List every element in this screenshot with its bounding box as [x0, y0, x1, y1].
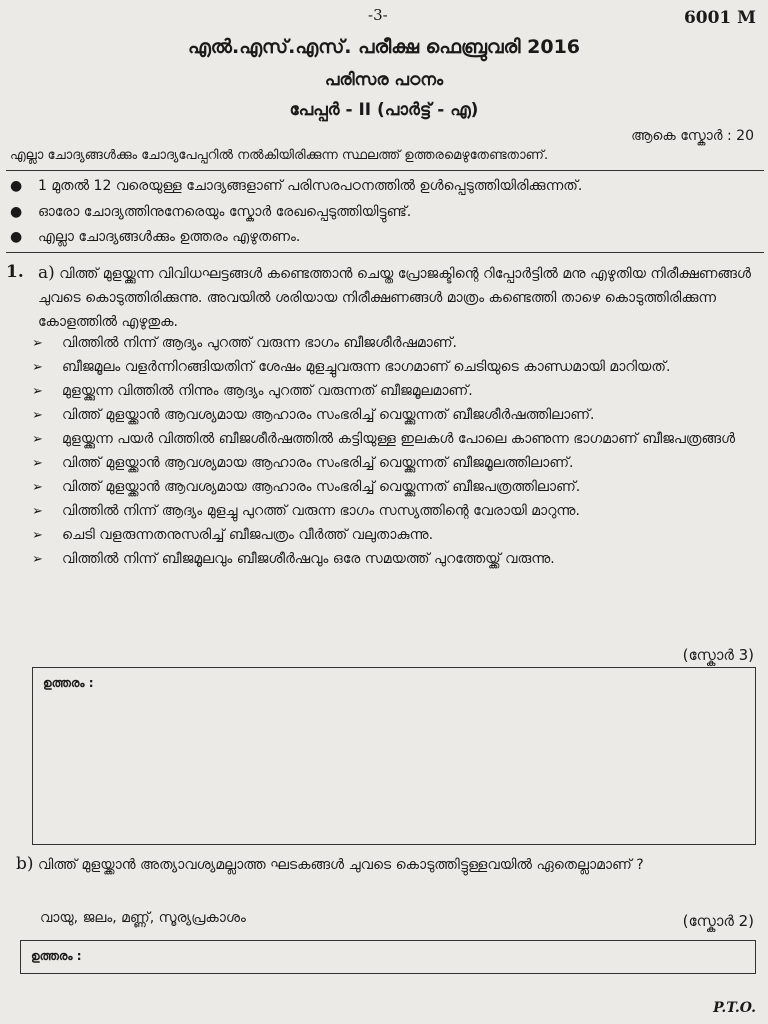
part-b-items: വായു, ജലം, മണ്ണ്, സൂര്യപ്രകാശം — [40, 910, 246, 926]
observation-item: ➢ വിത്തിൽ നിന്ന് ആദ്യം പുറത്ത് വരുന്ന ഭാഗം ബീജശീർഷമാണ്. — [30, 333, 758, 354]
question-1b — [16, 852, 756, 877]
instruction-item: ● ഓരോ ചോദ്യത്തിനുനേരെയും സ്കോർ രേഖപ്പെടുത്തിയിട്ടുണ്ട്. — [10, 204, 412, 220]
part-b-label: b) — [16, 854, 34, 874]
observation-item: ➢ വിത്തിൽ നിന്ന് ആദ്യം മുളച്ചു പുറത്ത് വരുന്ന ഭാഗം സസ്യത്തിന്റെ വേരായി മാറുന്നു. — [30, 501, 758, 522]
subject-title: പരിസര പഠനം — [324, 70, 444, 90]
answer-label-b: ഉത്തരം : — [31, 949, 82, 963]
bullet-icon: ● — [10, 204, 23, 220]
arrow-bullet-icon: ➢ — [32, 336, 43, 351]
arrow-bullet-icon: ➢ — [32, 408, 43, 423]
paper-code: 6001 M — [683, 8, 756, 28]
question-number: 1. — [6, 262, 24, 282]
arrow-bullet-icon: ➢ — [32, 552, 43, 567]
instruction-item: ● എല്ലാ ചോദ്യങ്ങൾക്കും ഉത്തരം എഴുതണം. — [10, 229, 301, 245]
observation-item: ➢ വിത്തിൽ നിന്ന് ബീജമൂലവും ബീജശീർഷവും ഒരേ സമയത്ത് പുറത്തേയ്ക്ക് വരുന്നു. — [30, 549, 758, 570]
arrow-bullet-icon: ➢ — [32, 360, 43, 375]
observation-item: ➢ മുളയ്ക്കുന്ന വിത്തിൽ നിന്നും ആദ്യം പുറത്ത് വരുന്നത് ബീജമൂലമാണ്. — [30, 381, 758, 402]
observation-item: ➢ മുളയ്ക്കുന്ന പയർ വിത്തിൽ ബീജശീർഷത്തിൽ കട്ടിയുള്ള ഇലകൾ പോലെ കാണുന്ന ഭാഗമാണ് ബീജപത്രങ്ങൾ — [30, 429, 758, 450]
arrow-bullet-icon: ➢ — [32, 456, 43, 471]
question-1a — [38, 261, 753, 334]
part-a-text: വിത്ത് മുളയ്ക്കുന്ന വിവിധഘട്ടങ്ങൾ കണ്ടെത്താൻ ചെയ്ത പ്രോജക്ടിന്റെ റിപ്പോർട്ടിൽ മനു എഴുതിയ നിരീക്ഷണങ്ങൾ ചുവടെ കൊടുത്തിരിക്കുന്നു. അവയിൽ ശരിയായ നിരീക്ഷണങ്ങൾ മാത്രം കണ്ടെത്തി താഴെ കൊടുത്തിരിക്കുന്ന കോളത്തിൽ എഴുതുക. — [38, 266, 751, 330]
observation-item: ➢ ചെടി വളരുന്നതനുസരിച്ച് ബീജപത്രം വീർത്ത് വലുതാകുന്നു. — [30, 525, 758, 546]
answer-label: ഉത്തരം : — [43, 676, 94, 690]
divider-top — [6, 170, 764, 171]
pto-label: P.T.O. — [713, 1000, 756, 1016]
observation-item: ➢ വിത്ത് മുളയ്ക്കാൻ ആവശ്യമായ ആഹാരം സംഭരിച്ച് വെയ്ക്കുന്നത് ബീജമൂലത്തിലാണ്. — [30, 453, 758, 474]
paper-title: പേപ്പർ - II (പാർട്ട് - എ) — [289, 100, 479, 120]
total-score: ആകെ സ്കോർ : 20 — [631, 128, 754, 144]
part-b-text: വിത്ത് മുളയ്ക്കാൻ അത്യാവശ്യമല്ലാത്ത ഘടകങ്ങൾ ചുവടെ കൊടുത്തിട്ടുള്ളവയിൽ ഏതെല്ലാമാണ് ? — [37, 857, 644, 873]
exam-title: എൽ.എസ്.എസ്. പരീക്ഷ ഫെബ്രുവരി 2016 — [187, 36, 581, 58]
intro-text: എല്ലാ ചോദ്യങ്ങൾക്കും ചോദ്യപേപ്പറിൽ നൽകിയിരിക്കുന്ന സ്ഥലത്ത് ഉത്തരമെഴുതേണ്ടതാണ്. — [10, 148, 549, 163]
answer-box-b[interactable] — [20, 940, 756, 974]
part-a-score: (സ്കോർ 3) — [682, 646, 754, 664]
bullet-icon: ● — [10, 229, 23, 245]
arrow-bullet-icon: ➢ — [32, 504, 43, 519]
observation-item: ➢ വിത്ത് മുളയ്ക്കാൻ ആവശ്യമായ ആഹാരം സംഭരിച്ച് വെയ്ക്കുന്നത് ബീജശീർഷത്തിലാണ്. — [30, 405, 758, 426]
part-a-label: a) — [38, 263, 55, 283]
arrow-bullet-icon: ➢ — [32, 384, 43, 399]
part-b-score: (സ്കോർ 2) — [682, 912, 754, 930]
observation-item: ➢ വിത്ത് മുളയ്ക്കാൻ ആവശ്യമായ ആഹാരം സംഭരിച്ച് വെയ്ക്കുന്നത് ബീജപത്രത്തിലാണ്. — [30, 477, 758, 498]
bullet-icon: ● — [10, 178, 23, 194]
divider-instructions — [6, 252, 764, 253]
arrow-bullet-icon: ➢ — [32, 528, 43, 543]
page-number: -3- — [368, 6, 388, 24]
arrow-bullet-icon: ➢ — [32, 480, 43, 495]
answer-box-a[interactable] — [32, 667, 756, 845]
observation-item: ➢ ബീജമൂലം വളർന്നിറങ്ങിയതിന് ശേഷം മുളച്ചുവരുന്ന ഭാഗമാണ് ചെടിയുടെ കാണ്ഡമായി മാറിയത്. — [30, 357, 758, 378]
observation-list — [30, 333, 758, 573]
instruction-item: ● 1 മുതൽ 12 വരെയുള്ള ചോദ്യങ്ങളാണ് പരിസരപഠനത്തിൽ ഉൾപ്പെടുത്തിയിരിക്കുന്നത്. — [10, 178, 583, 194]
arrow-bullet-icon: ➢ — [32, 432, 43, 447]
